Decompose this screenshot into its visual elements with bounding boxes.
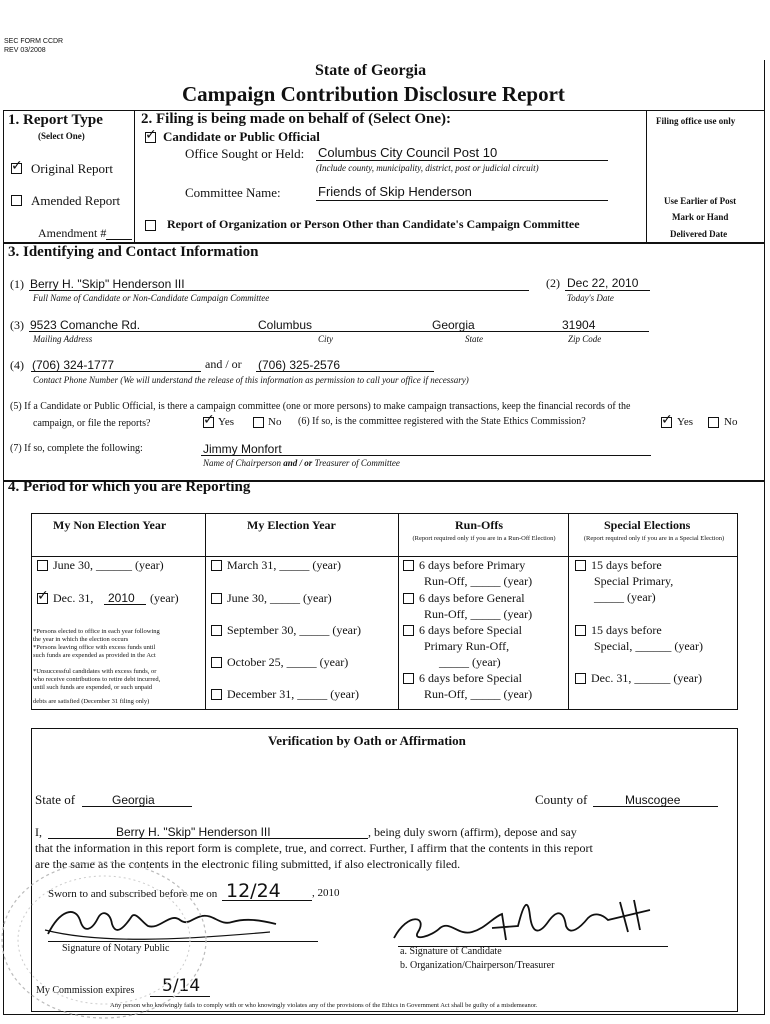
chairperson-line (201, 455, 651, 456)
el-december-label: December 31, _____ (year) (227, 687, 359, 701)
divider-filing-office (646, 110, 647, 242)
question-7: (7) If so, complete the following: (10, 443, 143, 454)
candidate-label: Candidate or Public Official (163, 129, 320, 144)
office-line (316, 160, 608, 161)
q5-no-label: No (268, 416, 282, 428)
check-icon: ✓ (203, 412, 215, 428)
q6-yes-checkbox[interactable] (661, 412, 673, 428)
col-special-elections-note: (Report required only if you are in a Special Election) (583, 535, 725, 542)
ne-note-2: the year in which the election occurs (33, 636, 129, 643)
organization-label: Report of Organization or Person Other than Candidate's Campaign Committee (167, 217, 580, 231)
ro-special-primary-label-2: Primary Run-Off, (424, 639, 510, 653)
chairperson-label: Name of Chairperson and / or Treasurer of Committee (203, 458, 400, 468)
state-value[interactable]: Georgia (432, 318, 475, 332)
el-june-label: June 30, _____ (year) (227, 591, 332, 605)
ro-general-label-1: 6 days before General (419, 591, 525, 605)
ne-dec-checkbox[interactable] (37, 588, 49, 604)
section3-left-line (3, 242, 4, 482)
section1-title: 1. Report Type (8, 112, 103, 128)
state-title: State of Georgia (315, 62, 427, 79)
period-col-line-2 (398, 513, 399, 710)
ne-note-5: *Unsuccessful candidates with excess funds, or (33, 668, 157, 675)
zip-label: Zip Code (568, 334, 602, 344)
ne-note-6: who receive contributions to retire debt incurred, (33, 676, 161, 683)
section4-right-line (764, 480, 765, 1014)
sp-dec-label: Dec. 31, ______ (year) (591, 671, 702, 685)
notary-seal-icon (0, 858, 220, 1024)
verif-state-line (82, 806, 192, 807)
ro-general-label-2: Run-Off, _____ (year) (424, 607, 533, 621)
chairperson-value[interactable]: Jimmy Monfort (203, 442, 282, 456)
verif-state-value[interactable]: Georgia (112, 793, 155, 807)
organization-checkbox[interactable] (145, 220, 156, 231)
commission-label: My Commission expires (36, 985, 135, 996)
el-october-label: October 25, _____ (year) (227, 655, 349, 669)
sp-primary-label-3: _____ (year) (594, 590, 656, 604)
el-october-checkbox[interactable] (211, 657, 222, 668)
address-line (29, 331, 649, 332)
amended-report-checkbox[interactable] (11, 195, 22, 206)
section4-title: 4. Period for which you are Reporting (8, 479, 251, 495)
question-6: (6) If so, is the committee registered with the State Ethics Commission? (298, 416, 586, 427)
ro-special-primary-label-1: 6 days before Special (419, 623, 522, 637)
el-march-checkbox[interactable] (211, 560, 222, 571)
city-value[interactable]: Columbus (258, 318, 313, 332)
filing-office-note-1: Use Earlier of Post (664, 196, 737, 206)
office-label: Office Sought or Held: (185, 146, 305, 161)
state-label: State (465, 334, 483, 344)
el-september-checkbox[interactable] (211, 625, 222, 636)
ne-note-1: *Persons elected to office in each year following (33, 628, 160, 635)
form-revision: REV 03/2008 (4, 47, 46, 54)
candidate-name-value[interactable]: Berry H. "Skip" Henderson III (30, 277, 185, 291)
col-election-year: My Election Year (247, 518, 336, 532)
sp-primary-label-2: Special Primary, (594, 574, 674, 588)
candidate-name-line (29, 290, 529, 291)
candidate-signature-label-b: b. Organization/Chairperson/Treasurer (400, 960, 555, 971)
ne-dec-year-label: (year) (150, 591, 179, 605)
ne-june-label: June 30, ______ (year) (53, 558, 164, 572)
sp-special-label-2: Special, ______ (year) (594, 639, 703, 653)
ne-note-8: debts are satisfied (December 31 filing only) (33, 698, 150, 705)
sp-special-checkbox[interactable] (575, 625, 586, 636)
affirmation-line-2: that the information in this report form is complete, true, and correct. Further, I affirm that the contents in this report (35, 841, 593, 855)
ne-note-4: such funds are expended as provided in the Act (33, 652, 156, 659)
filing-office-note-2: Mark or Hand (672, 212, 729, 222)
el-september-label: September 30, _____ (year) (227, 623, 361, 637)
verif-state-label: State of (35, 792, 76, 807)
sp-primary-checkbox[interactable] (575, 560, 586, 571)
verification-title: Verification by Oath or Affirmation (268, 733, 466, 748)
candidate-signature (388, 892, 658, 950)
candidate-signature-label-a: a. Signature of Candidate (400, 946, 502, 957)
committee-value[interactable]: Friends of Skip Henderson (318, 184, 472, 199)
sp-primary-label-1: 15 days before (591, 558, 662, 572)
col-run-offs: Run-Offs (455, 518, 504, 532)
question-5-line-2: campaign, or file the reports? (33, 418, 151, 429)
candidate-name-label: Full Name of Candidate or Non-Candidate Campaign Committee (33, 293, 270, 303)
col-special-elections: Special Elections (604, 518, 691, 532)
address-value[interactable]: 9523 Comanche Rd. (30, 318, 141, 332)
check-icon: ✓ (145, 127, 157, 143)
section1-select: (Select One) (38, 131, 85, 141)
warning-text: Any person who knowingly fails to comply with or who knowingly violates any of the provisions of the Ethics in Government Act shall be guilty of a misdemeanor. (110, 1002, 538, 1009)
ro-special-label-2: Run-Off, _____ (year) (424, 687, 533, 701)
amendment-line (106, 239, 132, 240)
phone-label: Contact Phone Number (We will understand the release of this information as permission to call your office if necessary) (33, 375, 469, 385)
verif-county-line (593, 806, 718, 807)
q5-yes-checkbox[interactable] (203, 412, 215, 428)
period-col-line-3 (568, 513, 569, 710)
q6-no-checkbox[interactable] (708, 417, 719, 428)
ro-primary-checkbox[interactable] (403, 560, 414, 571)
check-icon: ✓ (11, 158, 23, 174)
frame-right-line (764, 60, 765, 242)
address-label: Mailing Address (33, 334, 93, 344)
notary-signature-label: Signature of Notary Public (62, 943, 170, 954)
check-icon: ✓ (37, 588, 49, 604)
original-report-checkbox[interactable] (11, 158, 23, 174)
candidate-checkbox[interactable] (145, 127, 157, 143)
item-3-number: (3) (10, 318, 24, 332)
sworn-date-value[interactable]: 12/24 (226, 880, 281, 902)
original-report-label: Original Report (31, 161, 113, 176)
ro-special-primary-checkbox[interactable] (403, 625, 414, 636)
ro-special-label-1: 6 days before Special (419, 671, 522, 685)
q6-yes-label: Yes (677, 416, 694, 428)
el-june-checkbox[interactable] (211, 593, 222, 604)
amended-report-label: Amended Report (31, 193, 121, 208)
ne-note-3: *Persons leaving office with excess funds until (33, 644, 156, 651)
ro-special-checkbox[interactable] (403, 673, 414, 684)
today-date-line (565, 290, 650, 291)
affiant-sworn-text: , being duly sworn (affirm), depose and say (368, 825, 577, 839)
section3-right-line (764, 242, 765, 482)
ne-dec-label: Dec. 31, (53, 591, 94, 605)
ro-general-checkbox[interactable] (403, 593, 414, 604)
period-header-line (31, 556, 738, 557)
col-run-offs-note: (Report required only if you are in a Run-Off Election) (412, 535, 556, 542)
ne-note-7: until such funds are expended, or such unpaid (33, 684, 153, 691)
section3-title: 3. Identifying and Contact Information (8, 244, 259, 260)
phone-1-line (31, 371, 201, 372)
office-hint: (Include county, municipality, district, post or judicial circuit) (316, 163, 539, 173)
verif-county-label: County of (535, 792, 588, 807)
ro-special-primary-label-3: _____ (year) (439, 655, 501, 669)
ne-dec-year-line (104, 604, 146, 605)
ro-primary-label-1: 6 days before Primary (419, 558, 526, 572)
committee-line (316, 200, 608, 201)
col-non-election-year: My Non Election Year (53, 518, 167, 532)
today-date-label: Today's Date (567, 293, 614, 303)
item-1-number: (1) (10, 277, 24, 291)
el-december-checkbox[interactable] (211, 689, 222, 700)
page-title: Campaign Contribution Disclosure Report (182, 82, 565, 106)
filing-office-title: Filing office use only (656, 116, 736, 126)
phone-andor: and / or (205, 357, 242, 371)
q5-no-checkbox[interactable] (253, 417, 264, 428)
period-col-line-1 (205, 513, 206, 710)
today-date-value[interactable]: Dec 22, 2010 (567, 276, 639, 290)
sworn-year-label: , 2010 (312, 887, 340, 899)
question-5-line-1: (5) If a Candidate or Public Official, is there a campaign committee (one or more persons) to make campaign transactions, keep the financial records of the (10, 401, 631, 412)
verif-county-value[interactable]: Muscogee (625, 793, 681, 807)
zip-value[interactable]: 31904 (562, 318, 596, 332)
check-icon: ✓ (661, 412, 673, 428)
el-march-label: March 31, _____ (year) (227, 558, 341, 572)
section2-title: 2. Filing is being made on behalf of (Select One): (141, 111, 451, 127)
sworn-before-label: Sworn to and subscribed before me on (48, 888, 218, 900)
ne-june-checkbox[interactable] (37, 560, 48, 571)
committee-label: Committee Name: (185, 185, 281, 200)
affirmation-line-3: are the same as the contents in the electronic filing submitted, if also electronically filed. (35, 857, 461, 871)
office-value[interactable]: Columbus City Council Post 10 (318, 145, 498, 160)
commission-value[interactable]: 5/14 (162, 976, 201, 996)
frame-left-line (3, 110, 4, 242)
item-2-number: (2) (546, 276, 560, 290)
phone-2-value[interactable]: (706) 325-2576 (258, 358, 341, 372)
ne-dec-year-value[interactable]: 2010 (108, 591, 135, 605)
phone-1-value[interactable]: (706) 324-1777 (32, 358, 115, 372)
divider-section1 (134, 110, 135, 242)
affiant-name-value[interactable]: Berry H. "Skip" Henderson III (116, 825, 271, 839)
affiant-prefix: I, (35, 825, 42, 839)
filing-office-note-3: Delivered Date (670, 229, 728, 239)
form-id: SEC FORM CCDR (4, 38, 64, 45)
q5-yes-label: Yes (218, 416, 235, 428)
phone-2-line (256, 371, 434, 372)
sp-dec-checkbox[interactable] (575, 673, 586, 684)
ro-primary-label-2: Run-Off, _____ (year) (424, 574, 533, 588)
q6-no-label: No (724, 416, 738, 428)
city-label: City (318, 334, 333, 344)
affiant-name-line (48, 838, 368, 839)
item-4-number: (4) (10, 358, 24, 372)
sp-special-label-1: 15 days before (591, 623, 662, 637)
amendment-label: Amendment # (38, 226, 107, 240)
